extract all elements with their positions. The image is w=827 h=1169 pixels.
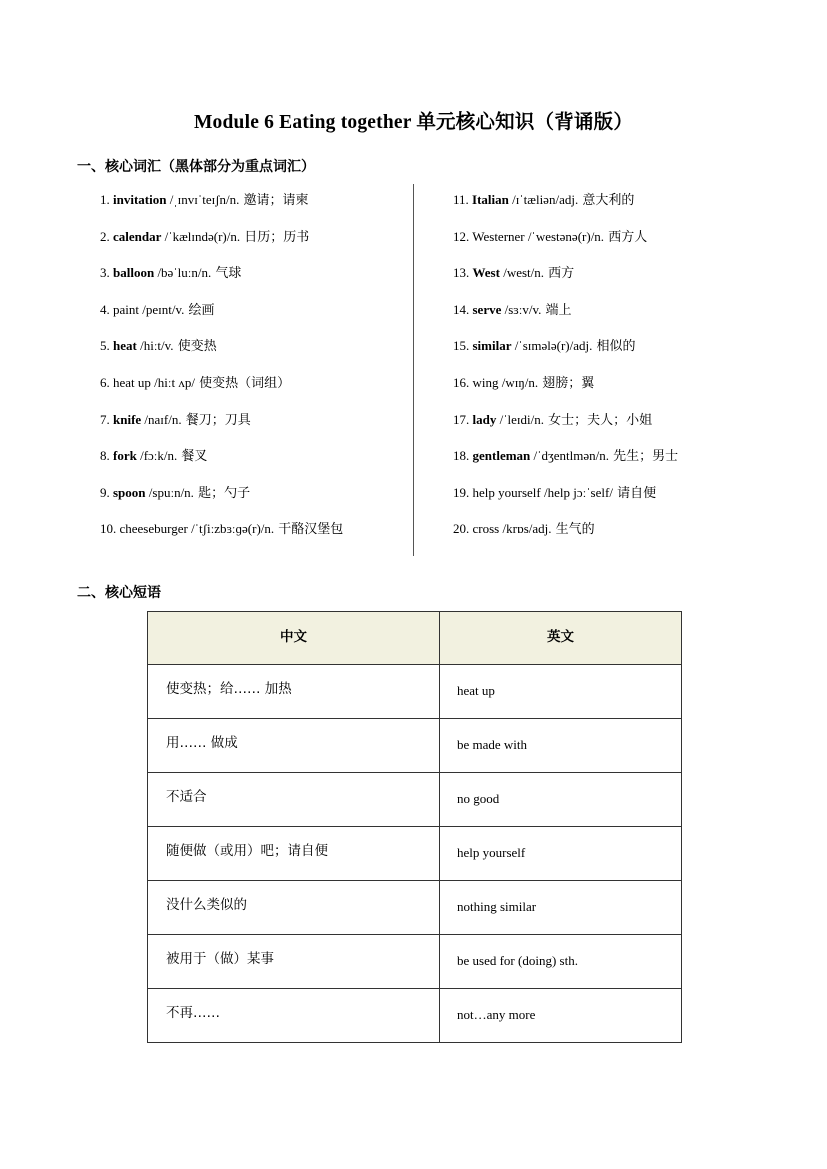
vocab-pronunciation: /ˈtʃiːzbɜːɡə(r)/n. (187, 521, 275, 537)
phrase-chinese: 使变热；给…… 加热 (148, 665, 440, 719)
table-row (148, 881, 682, 935)
vocab-pronunciation: /spuːn/n. (145, 484, 194, 500)
vocab-number: 13. (453, 265, 470, 281)
vocab-meaning: 使变热 (173, 339, 217, 355)
phrase-english: heat up (440, 665, 682, 719)
page-title: Module 6 Eating together 单元核心知识（背诵版） (193, 112, 634, 133)
phrase-chinese: 被用于（做）某事 (148, 935, 440, 989)
section-heading-phrases: 二、核心短语 (77, 585, 161, 601)
vocab-word: spoon (113, 484, 146, 500)
vocab-item (453, 184, 678, 221)
vocab-number: 19. (453, 484, 470, 500)
vocab-pronunciation: /naɪf/n. (141, 411, 182, 427)
vocab-meaning: 餐叉 (177, 449, 208, 465)
vocab-number: 16. (453, 374, 470, 390)
section-heading-vocabulary: 一、核心词汇（黑体部分为重点词汇） (77, 159, 315, 175)
vocab-pronunciation: /ˈdʒentlmən/n. (530, 448, 609, 464)
vocab-item (453, 440, 678, 477)
table-row (148, 773, 682, 827)
phrase-english: help yourself (440, 827, 682, 881)
vocab-item (100, 513, 343, 550)
vocab-meaning: 匙；勺子 (193, 485, 251, 501)
vocab-item (453, 221, 678, 258)
vocab-meaning: 请自便 (612, 485, 657, 501)
vocab-pronunciation: /wɪŋ/n. (498, 374, 539, 390)
vocab-pronunciation: /hiːt/v. (136, 338, 174, 354)
vocab-item (100, 367, 343, 404)
vocab-pronunciation: /fɔːk/n. (136, 448, 178, 464)
vocab-meaning: 西方人 (604, 229, 648, 245)
vocab-word: calendar (113, 228, 162, 244)
vocab-meaning: 翅膀；翼 (538, 375, 595, 391)
vocab-meaning: 意大利的 (578, 193, 635, 208)
table-row (148, 719, 682, 773)
vocab-number: 11. (453, 192, 469, 207)
vocab-meaning: 日历；历书 (240, 229, 310, 245)
vocab-pronunciation: /sɜːv/v. (501, 301, 542, 317)
vocab-item (100, 257, 343, 294)
vocab-number: 20. (453, 521, 470, 537)
vocab-word: West (472, 265, 500, 281)
vocab-pronunciation: /ɪˈtæliən/adj. (508, 192, 579, 207)
vocab-item (453, 330, 678, 367)
vocab-meaning: 餐刀；刀具 (181, 412, 251, 428)
vocab-number: 8. (100, 448, 110, 464)
vocab-pronunciation: /ˌɪnvɪˈteɪʃn/n. (166, 192, 240, 207)
phrase-chinese: 用…… 做成 (148, 719, 440, 773)
vocab-meaning: 相似的 (592, 339, 636, 355)
vocab-meaning: 先生；男士 (608, 449, 679, 465)
vocab-meaning: 气球 (211, 266, 242, 282)
vocab-item (453, 404, 678, 441)
phrase-english: be used for (doing) sth. (440, 935, 682, 989)
vocab-meaning: 使变热（词组） (194, 375, 291, 391)
vocab-item (453, 477, 678, 514)
vocab-item (100, 404, 343, 441)
vocab-meaning: 邀请；请柬 (239, 193, 309, 208)
vocab-word: heat (113, 338, 137, 354)
vocab-word: paint (113, 301, 139, 317)
vocab-meaning: 生气的 (551, 522, 595, 538)
vocab-pronunciation: /bəˈluːn/n. (154, 265, 212, 281)
table-row (148, 935, 682, 989)
vocab-meaning: 干酪汉堡包 (274, 522, 344, 538)
vocab-word: cross (472, 521, 500, 537)
vocab-pronunciation: /ˈwestənə(r)/n. (524, 228, 605, 244)
vocab-word: knife (113, 411, 142, 427)
vocab-number: 14. (453, 301, 470, 317)
vocab-item (100, 440, 343, 477)
vocab-number: 2. (100, 228, 110, 244)
vocab-number: 18. (453, 448, 470, 464)
vocab-word: wing (472, 374, 499, 390)
phrase-english: be made with (440, 719, 682, 773)
vocab-number: 7. (100, 411, 110, 427)
vocab-pronunciation: /west/n. (499, 265, 545, 281)
vocab-meaning: 绘画 (184, 302, 215, 318)
vocab-item (453, 294, 678, 331)
vocab-meaning: 女士；夫人；小姐 (544, 412, 653, 428)
table-row (148, 665, 682, 719)
vocab-word: balloon (113, 265, 155, 281)
vocab-number: 15. (453, 338, 470, 354)
vocab-number: 17. (453, 411, 470, 427)
table-row (148, 827, 682, 881)
vocab-item (100, 221, 343, 258)
vocab-word: Italian (472, 192, 509, 207)
vocab-number: 3. (100, 265, 110, 281)
phrase-english: no good (440, 773, 682, 827)
vocab-word: similar (472, 338, 512, 354)
vocab-word: serve (472, 301, 502, 317)
vocab-word: invitation (113, 192, 167, 207)
vocab-word: fork (113, 448, 137, 464)
column-divider (413, 184, 414, 556)
table-row (148, 989, 682, 1043)
vocab-word: Westerner (472, 228, 525, 244)
vocab-item (100, 294, 343, 331)
vocab-item (453, 513, 678, 550)
vocab-pronunciation: /help jɔːˈself/ (540, 484, 613, 500)
vocab-word: cheeseburger (119, 521, 188, 537)
vocab-number: 1. (100, 192, 110, 207)
vocab-item (100, 330, 343, 367)
vocab-list-right (453, 184, 678, 550)
vocab-word: heat up (113, 374, 151, 390)
phrase-english: nothing similar (440, 881, 682, 935)
vocab-number: 9. (100, 484, 110, 500)
table-header-row (148, 612, 682, 665)
phrase-english: not…any more (440, 989, 682, 1043)
vocab-pronunciation: /ˈsɪmələ(r)/adj. (511, 338, 593, 354)
vocab-item (453, 367, 678, 404)
vocab-word: lady (472, 411, 497, 427)
vocab-meaning: 西方 (544, 266, 575, 282)
vocab-list-left (100, 184, 343, 550)
column-header-chinese: 中文 (148, 612, 440, 665)
phrase-chinese: 不再…… (148, 989, 440, 1043)
vocab-pronunciation: /peɪnt/v. (139, 301, 185, 317)
vocab-number: 6. (100, 374, 110, 390)
vocab-item (100, 184, 343, 221)
vocab-number: 12. (453, 228, 470, 244)
vocab-word: help yourself (472, 484, 541, 500)
vocab-pronunciation: /krɒs/adj. (499, 521, 552, 537)
vocab-number: 10. (100, 521, 117, 537)
vocab-pronunciation: /ˈkælɪndə(r)/n. (161, 228, 241, 244)
vocab-item (100, 477, 343, 514)
column-header-english: 英文 (440, 612, 682, 665)
vocab-word: gentleman (472, 448, 531, 464)
phrases-table (147, 611, 682, 1043)
vocab-pronunciation: /hiːt ʌp/ (150, 374, 195, 390)
vocab-number: 4. (100, 301, 110, 317)
vocab-number: 5. (100, 338, 110, 354)
vocab-pronunciation: /ˈleɪdi/n. (496, 411, 545, 427)
phrase-chinese: 没什么类似的 (148, 881, 440, 935)
vocab-item (453, 257, 678, 294)
vocab-meaning: 端上 (541, 302, 572, 318)
phrase-chinese: 不适合 (148, 773, 440, 827)
phrase-chinese: 随便做（或用）吧；请自便 (148, 827, 440, 881)
